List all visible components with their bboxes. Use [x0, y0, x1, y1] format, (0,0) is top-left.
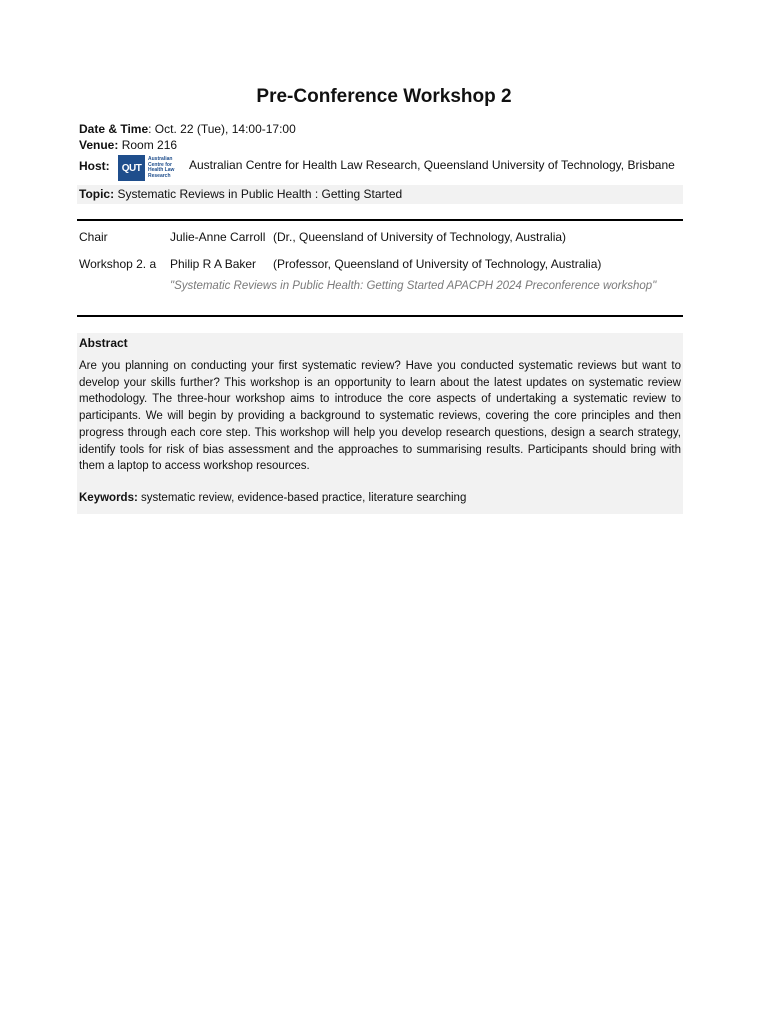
venue-line — [79, 137, 177, 153]
host-label-line — [79, 158, 110, 174]
workshop-role: Workshop 2. a — [79, 257, 157, 271]
host-label: Host: — [79, 159, 110, 173]
page-title: Pre-Conference Workshop 2 — [256, 86, 512, 107]
speaker-affiliation: (Professor, Queensland of University of Technology, Australia) — [273, 257, 602, 271]
venue-label: Venue: — [79, 138, 119, 152]
venue-value: Room 216 — [118, 138, 178, 152]
host-name: Australian Centre for Health Law Research, Queensland University of Technology, Brisbane — [189, 158, 675, 172]
qut-logo — [118, 155, 182, 181]
qut-logo-text: Australian Centre for Health Law Research — [148, 156, 175, 179]
chair-affiliation: (Dr., Queensland of University of Technology, Australia) — [273, 230, 567, 244]
top-divider — [77, 219, 683, 221]
abstract-heading: Abstract — [79, 336, 128, 350]
keywords-label: Keywords: — [79, 491, 138, 504]
topic-bar — [77, 185, 683, 204]
date-time-label: Date & Time — [79, 122, 149, 136]
topic-label: Topic: — [79, 187, 115, 201]
talk-title: "Systematic Reviews in Public Health: Getting Started APACPH 2024 Preconference workshop" — [170, 280, 657, 292]
chair-role: Chair — [79, 230, 108, 244]
keywords-value: systematic review, evidence-based practice, literature searching — [137, 491, 467, 504]
chair-name: Julie-Anne Carroll — [170, 230, 266, 244]
bottom-divider — [77, 315, 683, 317]
date-time-value: : Oct. 22 (Tue), 14:00-17:00 — [148, 122, 296, 136]
abstract-body: Are you planning on conducting your first systematic review? Have you conducted systematic reviews but want to develop your skills further? This workshop is an opportunity to learn about the latest updates on systematic review methodology. The three-hour workshop aims to introduce the core aspects of undertaking a systematic review to participants. We will begin by providing a background to systematic reviews, covering the core principles and then progress through each core step. This workshop will help you develop research questions, design a search strategy, identify tools for risk of bias assessment and the approaches to summarising results. Participants should bring with them a laptop to access workshop resources. — [79, 360, 681, 473]
topic-value: Systematic Reviews in Public Health : Getting Started — [114, 187, 403, 201]
abstract-section — [77, 333, 683, 514]
speaker-name: Philip R A Baker — [170, 257, 257, 271]
qut-logo-mark: QUT — [118, 155, 145, 181]
date-time-line — [79, 121, 296, 137]
keywords-line — [79, 492, 681, 504]
